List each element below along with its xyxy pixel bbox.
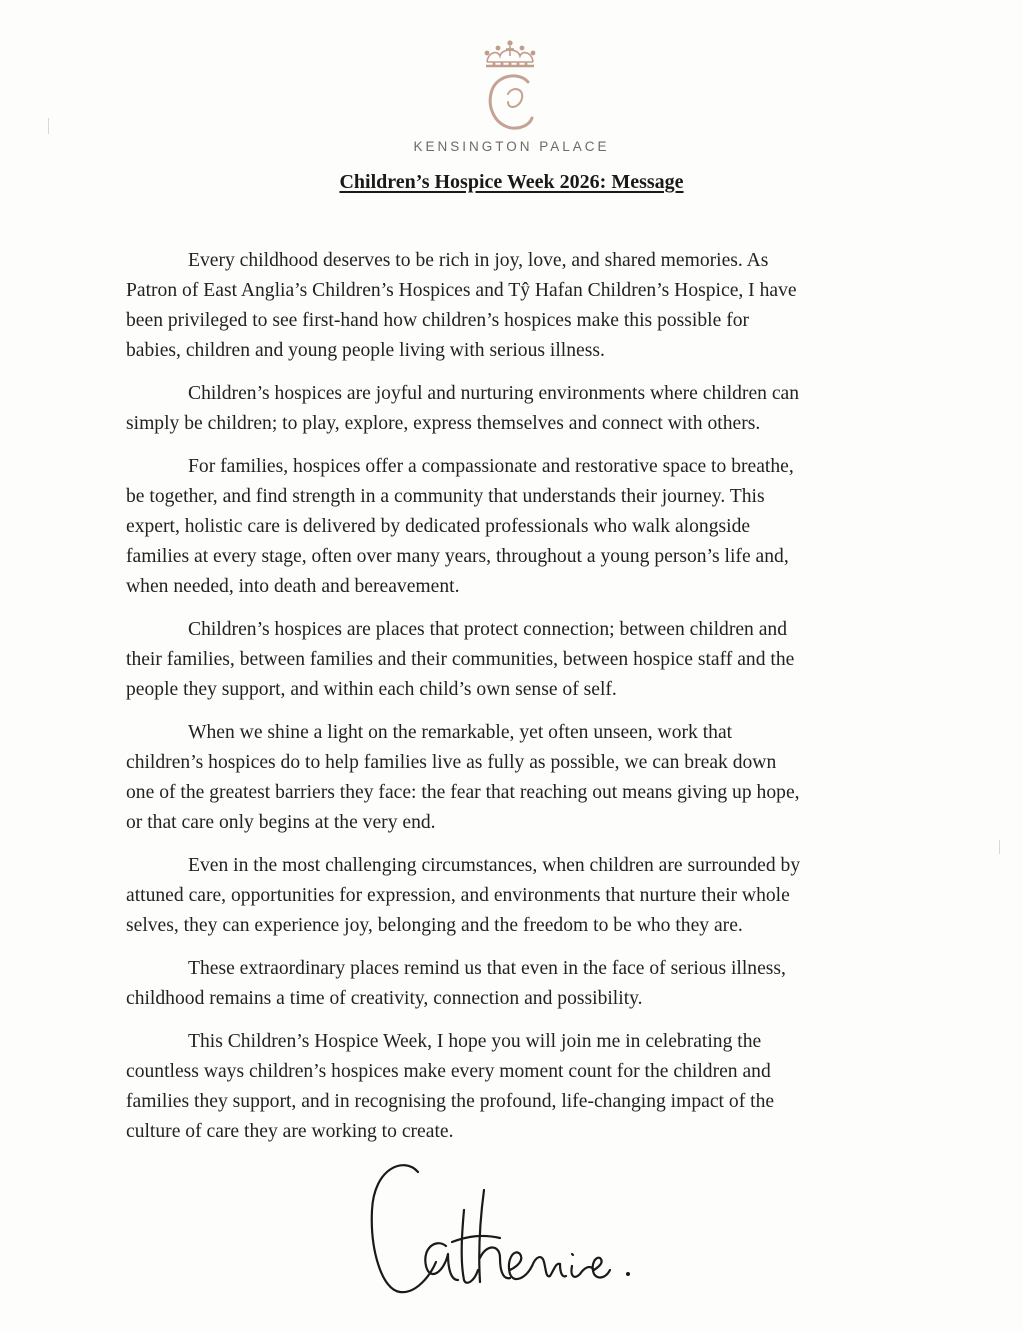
paragraph: Every childhood deserves to be rich in joy, love, and shared memories. As Patron of East Anglia’s Children’s Hospices and Tŷ Hafan Children’s Hospice, I have been privileged to see first-hand how children’s hospices make this possible for babies, children and young people living with serious illness. [126, 250, 797, 361]
paragraph: Children’s hospices are joyful and nurturing environments where children can simply be children; to play, explore, express themselves and connect with others. [126, 383, 800, 434]
document-title: Children’s Hospice Week 2026: Message [339, 171, 684, 193]
letterhead-name: KENSINGTON PALACE [413, 139, 610, 154]
paragraph: These extraordinary places remind us that even in the face of serious illness, childhood remains a time of creativity, connection and possibility. [126, 958, 786, 1009]
crown-monogram-crest-icon [468, 38, 552, 138]
paragraph: Even in the most challenging circumstances, when children are surrounded by attuned care, opportunities for expression, and environments that nurture their whole selves, they can experience joy, belonging and the freedom to be who they are. [126, 855, 801, 936]
paragraph: This Children’s Hospice Week, I hope you will join me in celebrating the countless ways children’s hospices make every moment count for the children and families they support, and in recognising the profound, life-changing impact of the culture of care they are working to create. [126, 1031, 775, 1142]
paragraph: When we shine a light on the remarkable, yet often unseen, work that children’s hospices do to help families live as fully as possible, we can break down one of the greatest barriers they face: the fear that reaching out means giving up hope, or that care only begins at the very end. [126, 722, 800, 833]
paragraph: Children’s hospices are places that protect connection; between children and their families, between families and their communities, between hospice staff and the people they support, and within each child’s own sense of self. [126, 619, 795, 700]
scan-artifact [999, 840, 1000, 854]
letter-body [126, 246, 906, 1160]
paragraph: For families, hospices offer a compassionate and restorative space to breathe, be together, and find strength in a community that understands their journey. This expert, holistic care is delivered by dedicated professionals who walk alongside families at every stage, often over many years, throughout a young person’s life and, when needed, into death and bereavement. [126, 456, 794, 597]
handwritten-signature [360, 1150, 650, 1300]
scan-artifact [48, 118, 49, 134]
